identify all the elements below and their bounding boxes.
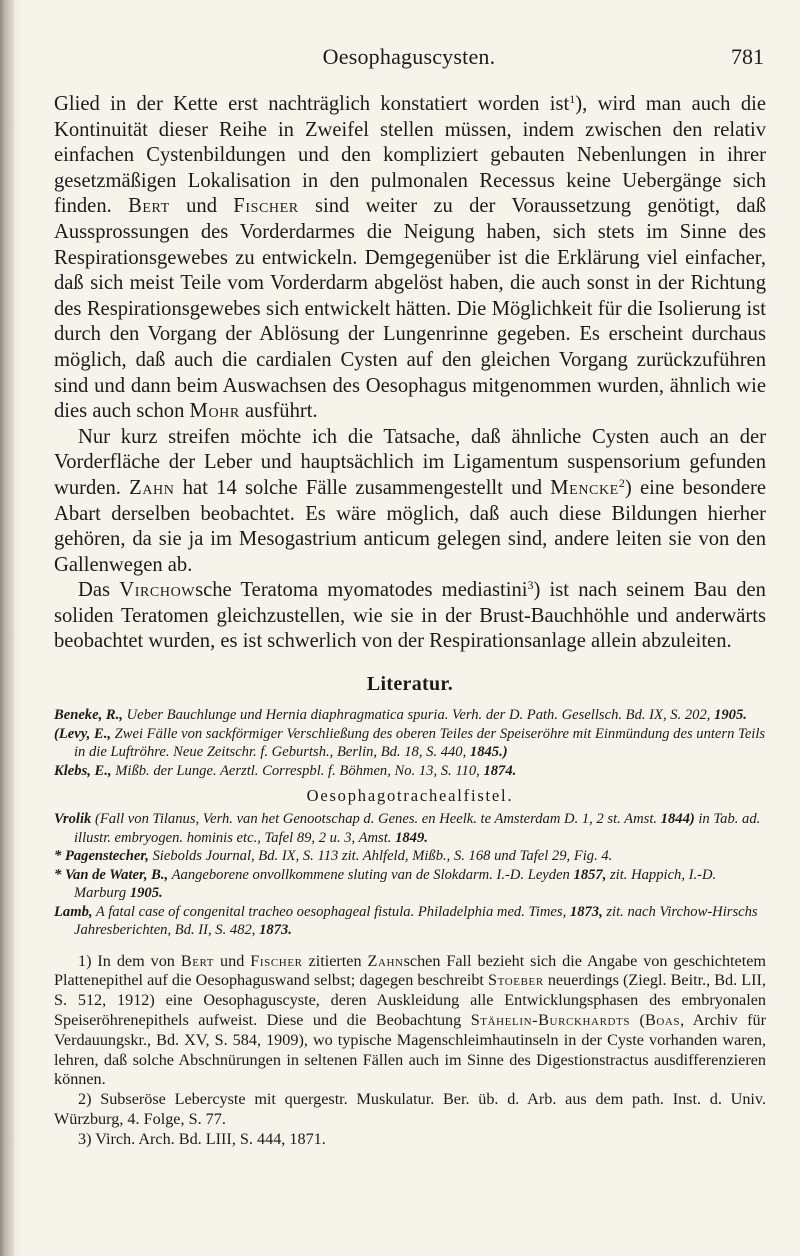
reference-item — [54, 866, 766, 903]
reference-text: Ueber Bauchlunge und Hernia diaphragmatica spuria. Verh. der D. Path. Gesellsch. Bd. IX, S. 202, — [122, 707, 715, 724]
footnote-ref-1: 1 — [569, 92, 576, 106]
page-number: 781 — [731, 44, 764, 69]
reference-text: A fatal case of congenital tracheo oesophageal fistula. Philadelphia med. Times, — [92, 903, 570, 920]
author-name: Bert — [128, 195, 170, 218]
text-run: sche Teratoma myomatodes mediastini — [195, 579, 528, 602]
reference-author: (Levy, E., — [54, 725, 111, 742]
footnote-ref-3: 3 — [527, 578, 534, 593]
text-run: ) eine besondere Abart derselben beobachtet. Es wäre möglich, daß auch diese Bildungen hierher gehören, da sie ja im Mesogastrium anticum gelegen sind, andere leiten sie von den Gallenwegen ab. — [54, 476, 766, 576]
reference-year: 1845.) — [469, 744, 508, 761]
reference-text: Aangeborene onvollkommene sluting van de Slokdarm. I.-D. Leyden — [168, 866, 574, 883]
book-spine-shadow — [0, 0, 14, 1256]
reference-year: 1857, — [573, 866, 607, 883]
author-name: Mohr — [189, 400, 240, 423]
author-name: Bert — [180, 951, 215, 970]
reference-text: zit. nach Virchow-Hirschs Jahresberichten, Bd. II, S. 482, — [74, 903, 758, 939]
author-name: Mencke — [550, 476, 619, 499]
author-name: Zahn — [367, 951, 404, 970]
page-text — [54, 92, 766, 1150]
reference-item — [54, 810, 766, 847]
footnote-ref-2: 2 — [618, 475, 625, 490]
author-name: Boas — [644, 1010, 681, 1029]
text-run: schen Fall bezieht sich die Angabe von geschichtetem Plattenepithel auf die Oesophaguswand selbst; dagegen beschreibt — [54, 951, 766, 990]
footnotes — [54, 952, 766, 1150]
reference-year: 1873. — [259, 922, 292, 939]
reference-list-a — [54, 706, 766, 780]
author-name: Zahn — [129, 476, 175, 499]
reference-text: Zwei Fälle von sackförmiger Verschließung des oberen Teiles der Speiseröhre mit Einmündung des untern Teils in die Luftröhre. Neue Zeitschr. f. Geburtsh., Berlin, Bd. 18, S. 440, — [74, 725, 766, 761]
reference-author: * Pagenstecher, — [54, 848, 149, 865]
text-run: und — [169, 195, 234, 218]
reference-year: 1874. — [483, 762, 517, 779]
running-title: Oesophaguscysten. — [322, 44, 496, 69]
footnote-1 — [54, 952, 766, 1091]
reference-author: Klebs, E., — [54, 762, 112, 779]
page-header — [54, 44, 764, 72]
main-body — [54, 92, 766, 655]
reference-year: 1844) — [660, 811, 695, 828]
reference-text: Mißb. der Lunge. Aerztl. Correspbl. f. Böhmen, No. 13, S. 110, — [111, 762, 484, 779]
author-name: Virchow — [119, 579, 196, 602]
reference-item — [54, 706, 766, 725]
paragraph-1 — [54, 92, 766, 425]
reference-author: Lamb, — [54, 903, 93, 920]
literature-subheading: Oesophagotrachealfistel. — [306, 786, 514, 806]
reference-item — [54, 847, 766, 866]
reference-author: Vrolik — [54, 811, 92, 828]
author-name: Stähelin-Burckhardts — [470, 1010, 631, 1029]
text-run: Das — [78, 579, 120, 602]
reference-list-b — [54, 810, 766, 940]
reference-item — [54, 762, 766, 781]
footnote-2: 2) Subseröse Lebercyste mit quergestr. Muskulatur. Ber. üb. d. Arb. aus dem path. Inst. d. Univ. Würzburg, 4. Folge, S. 77. — [54, 1090, 766, 1128]
reference-author: * Van de Water, B., — [54, 866, 169, 883]
author-name: Stoeber — [487, 971, 544, 990]
reference-text: in Tab. ad. illustr. embryogen. hominis etc., Tafel 89, 2 u. 3, Amst. — [74, 811, 761, 846]
text-run: und — [214, 951, 251, 970]
author-name: Fischer — [250, 951, 303, 970]
text-run: Nur kurz streifen möchte ich die Tatsache, daß ähnliche Cysten auch an der Vorderfläche der Leber und hauptsächlich im Ligamentum suspensorium gefunden wurden. — [54, 425, 766, 499]
text-run: ) ist nach seinem Bau den soliden Teratomen gleichzustellen, wie sie in der Brust-Bauchhöhle und anderwärts beobachtet wurden, es ist schwerlich von der Respirationsanlage allein abzuleiten. — [54, 579, 766, 653]
text-run: sind weiter zu der Voraussetzung genötigt, daß Aussprossungen des Vorderdarmes die Neigung haben, sich stets im Sinne des Respirationsgewebes zu entwickeln. Demgegenüber ist die Erklärung viel einfacher, daß sich meist Teile vom Vorderdarm abgelöst haben, die auch sonst in der Richtung des Respirationsgewebes sich entwickelt hätten. Die Möglichkeit für die Isolierung ist durch den Vorgang der Ablösung der Lungenrinne gegeben. Es erscheint durchaus möglich, daß auch die cardialen Cysten auf den gleichen Vorgang zurückzuführen sind und dann beim Auswachsen des Oesophagus mitgenommen wurden, ähnlich wie dies auch schon — [54, 195, 766, 423]
text-run: ausführt. — [239, 400, 318, 423]
text-run: neuerdings (Ziegl. Beitr., Bd. LII, S. 512, 1912) eine Oesophaguscyste, deren Auskleidung alle Entwicklungsphasen des embryonalen Speiseröhrenepithels aufweist. Diese und die Beobachtung — [54, 971, 766, 1029]
reference-author: Beneke, R., — [54, 707, 123, 724]
reference-year: 1849. — [395, 829, 428, 846]
reference-year: 1905. — [714, 707, 747, 724]
reference-text: (Fall von Tilanus, Verh. van het Genootschap d. Genes. en Heelk. te Amsterdam D. 1, 2 st. Amst. — [91, 811, 661, 828]
text-run: Glied in der Kette erst nachträglich konstatiert worden ist — [54, 93, 570, 115]
text-run: hat 14 solche Fälle zusammengestellt und — [174, 476, 551, 499]
text-run: 1) In dem von — [78, 951, 181, 970]
reference-year: 1873, — [569, 903, 603, 920]
text-run: ), wird man auch die Kontinuität dieser Reihe in Zweifel stellen müssen, indem zwischen den relativ einfachen Cystenbildungen und den kompliziert gebauten Nebenlungen in ihrer gesetzmäßigen Lokalisation in den pulmonalen Recessus keine Uebergänge sich finden. — [54, 93, 766, 218]
paragraph-2 — [54, 425, 766, 579]
text-run: , Archiv für Verdauungskr., Bd. XV, S. 584, 1909), wo typische Magenschleimhautinseln in der Cyste vorhanden waren, lehren, daß solche Abschnürungen in seltenen Fällen auch im Sinne des Digestionstractus ausdifferenzieren können. — [54, 1010, 766, 1089]
author-name: Fischer — [233, 195, 299, 218]
footnote-3: 3) Virch. Arch. Bd. LIII, S. 444, 1871. — [78, 1129, 326, 1148]
text-run: zitierten — [302, 951, 368, 970]
reference-text: zit. Happich, I.-D. Marburg — [74, 866, 717, 902]
text-run: ( — [630, 1010, 645, 1029]
reference-item — [54, 903, 766, 940]
paragraph-3 — [54, 578, 766, 655]
reference-item — [54, 725, 766, 762]
literature-heading: Literatur. — [366, 673, 454, 696]
reference-text: Siebolds Journal, Bd. IX, S. 113 zit. Ahlfeld, Mißb., S. 168 und Tafel 29, Fig. 4. — [148, 848, 613, 865]
reference-year: 1905. — [129, 885, 163, 902]
